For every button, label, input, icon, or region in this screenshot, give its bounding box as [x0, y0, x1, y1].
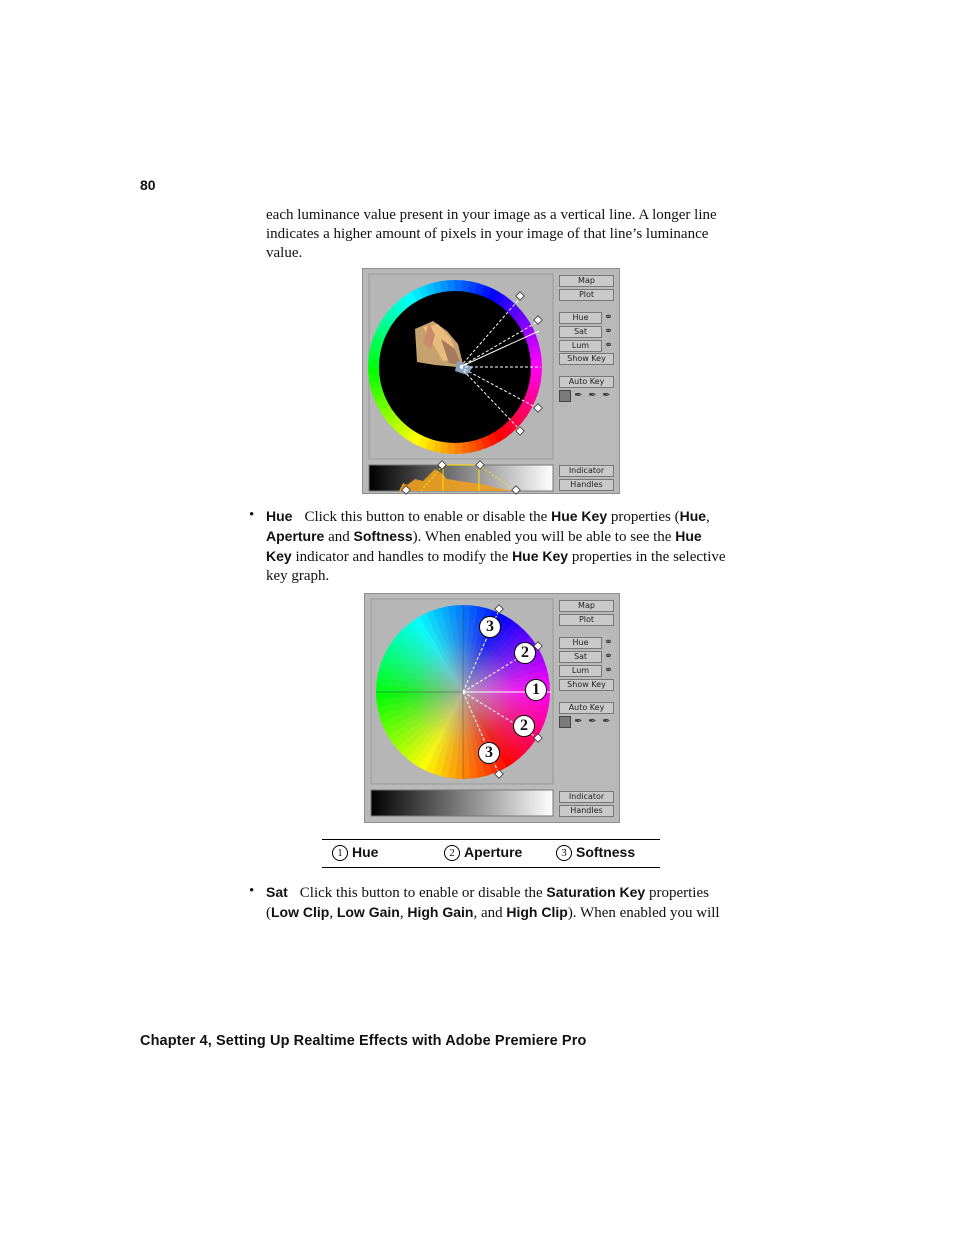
- lum-button[interactable]: Lum: [559, 340, 602, 352]
- bullet-marker: •: [249, 883, 255, 899]
- callout-aperture-top: 2: [514, 642, 536, 664]
- plot-button[interactable]: Plot: [559, 289, 614, 301]
- eyedropper-subtract-icon[interactable]: ✒: [602, 716, 611, 727]
- eyedropper-add-icon[interactable]: ✒: [588, 390, 597, 401]
- legend-item-softness: 3 Softness: [556, 844, 635, 861]
- eyedropper-add-icon[interactable]: ✒: [588, 716, 597, 727]
- eyedropper-reset-icon[interactable]: ⚭: [604, 326, 613, 337]
- intro-paragraph: [266, 206, 746, 263]
- hue-button[interactable]: Hue: [559, 637, 602, 649]
- hue-button[interactable]: Hue: [559, 312, 602, 324]
- eyedropper-reset-icon[interactable]: ⚭: [604, 312, 613, 323]
- auto-key-button[interactable]: Auto Key: [559, 702, 614, 714]
- handles-button[interactable]: Handles: [559, 479, 614, 491]
- handles-button[interactable]: Handles: [559, 805, 614, 817]
- map-button[interactable]: Map: [559, 600, 614, 612]
- term-sat: Sat: [266, 884, 288, 900]
- selective-key-graph-screenshot-1: [362, 268, 620, 494]
- show-key-button[interactable]: Show Key: [559, 679, 614, 691]
- bullet-marker: •: [249, 507, 255, 523]
- eyedropper-subtract-icon[interactable]: ✒: [602, 390, 611, 401]
- auto-key-button[interactable]: Auto Key: [559, 376, 614, 388]
- sat-button[interactable]: Sat: [559, 326, 602, 338]
- callout-softness-bottom: 3: [478, 742, 500, 764]
- color-swatch: [559, 390, 571, 402]
- sat-paragraph: Sat Click this button to enable or disable the Saturation Key properties (Low Clip, Low Gain, High Gain, and High Clip). When enabled you will: [266, 884, 720, 921]
- term-hue: Hue: [266, 508, 293, 524]
- show-key-button[interactable]: Show Key: [559, 353, 614, 365]
- indicator-button[interactable]: Indicator: [559, 465, 614, 477]
- eyedropper-icon[interactable]: ✒: [574, 390, 583, 401]
- callout-hue: 1: [525, 679, 547, 701]
- eyedropper-reset-icon[interactable]: ⚭: [604, 637, 613, 648]
- eyedropper-reset-icon[interactable]: ⚭: [604, 340, 613, 351]
- callout-softness-top: 3: [479, 616, 501, 638]
- legend-item-aperture: 2 Aperture: [444, 844, 522, 861]
- eyedropper-reset-icon[interactable]: ⚭: [604, 651, 613, 662]
- intro-line: indicates a higher amount of pixels in your image of that line’s luminance: [266, 226, 709, 242]
- legend-item-hue: 1 Hue: [332, 844, 378, 861]
- indicator-button[interactable]: Indicator: [559, 791, 614, 803]
- hue-paragraph: Hue Click this button to enable or disable the Hue Key properties (Hue, Aperture and Softness). When enabled you will be able to see the Hue Key indicator and handles to modify the Hue Key properties in the selective key graph.: [266, 508, 726, 584]
- color-swatch: [559, 716, 571, 728]
- luminance-bar: [371, 790, 553, 816]
- callout-legend: [322, 839, 660, 868]
- page-number: 80: [140, 177, 156, 193]
- plot-button[interactable]: Plot: [559, 614, 614, 626]
- chapter-footer: Chapter 4, Setting Up Realtime Effects with Adobe Premiere Pro: [140, 1033, 587, 1049]
- intro-line: value.: [266, 245, 303, 261]
- eyedropper-icon[interactable]: ✒: [574, 716, 583, 727]
- map-button[interactable]: Map: [559, 275, 614, 287]
- lum-button[interactable]: Lum: [559, 665, 602, 677]
- selective-key-graph-screenshot-2: [364, 593, 620, 823]
- sat-button[interactable]: Sat: [559, 651, 602, 663]
- callout-aperture-bottom: 2: [513, 715, 535, 737]
- eyedropper-reset-icon[interactable]: ⚭: [604, 665, 613, 676]
- plot-area: [379, 291, 531, 443]
- intro-line: each luminance value present in your image as a vertical line. A longer line: [266, 207, 717, 223]
